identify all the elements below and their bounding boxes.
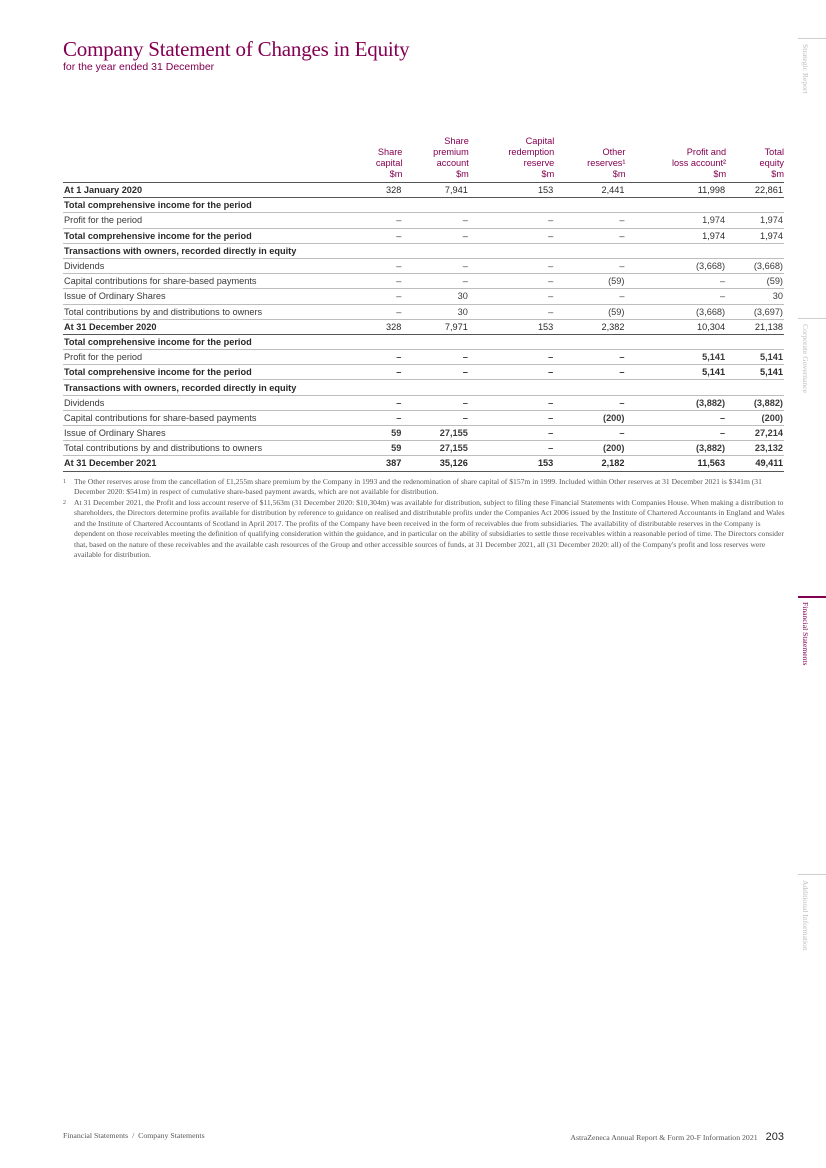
row-label: Total comprehensive income for the period [63,198,353,213]
table-cell: 153 [469,183,554,198]
table-cell: – [469,350,554,365]
table-cell: – [554,213,625,228]
table-cell: 49,411 [726,456,784,471]
side-tab-label: Strategic Report [801,44,810,94]
table-row [63,456,784,471]
table-cell: – [402,258,468,273]
table-row [63,304,784,319]
table-cell: – [353,274,402,289]
table-cell [625,243,726,258]
column-header-line: $m [713,169,727,179]
table-row [63,365,784,380]
table-header-row [63,136,784,183]
row-label: Total comprehensive income for the period [63,228,353,243]
table-cell: – [469,410,554,425]
table-cell: 11,998 [625,183,726,198]
table-row [63,289,784,304]
table-cell: 5,141 [625,350,726,365]
table-cell: 7,941 [402,183,468,198]
footnote-1-text: The Other reserves arose from the cancellation of £1,255m share premium by the Company in 1993 and the redenomination of share capital of $157m in 1999. Included within Other reserves at 31 December 2021 is $341m (31 December 2020: $541m) in respect of cumulative share-based payment awards, which are not available for distribution. [74,477,762,497]
table-cell [469,243,554,258]
table-cell: – [469,228,554,243]
side-tab-divider [798,38,826,39]
table-cell: – [469,395,554,410]
table-cell: (200) [554,441,625,456]
table-cell: (59) [554,274,625,289]
table-row [63,350,784,365]
column-header-line: Other [602,147,626,157]
table-cell: – [353,213,402,228]
table-cell: – [402,410,468,425]
side-tab-label: Additional Information [801,880,810,951]
table-cell: – [402,228,468,243]
table-cell [554,198,625,213]
table-cell: – [353,410,402,425]
row-label: Dividends [63,395,353,410]
table-cell [402,334,468,349]
column-header-line: Profit and [686,147,727,157]
table-cell: – [353,289,402,304]
column-header-share-capital [353,136,402,183]
table-row [63,319,784,334]
table-cell: (3,668) [625,258,726,273]
table-cell: 59 [353,441,402,456]
row-label: At 31 December 2020 [63,319,353,334]
side-tab-divider [798,318,826,319]
table-cell [402,198,468,213]
row-label: Issue of Ordinary Shares [63,289,353,304]
column-header-line: $m [612,169,626,179]
column-header-line: premium [433,147,469,157]
table-cell: – [554,258,625,273]
table-cell: 35,126 [402,456,468,471]
table-cell: – [469,213,554,228]
table-cell [469,380,554,395]
side-tab-label: Financial Statements [801,602,810,666]
column-header-line: equity [759,158,784,168]
table-cell: – [625,410,726,425]
table-cell: – [402,274,468,289]
column-header-line: $m [456,169,469,179]
footnote-2-number: 2 [63,500,66,506]
table-cell: 5,141 [726,350,784,365]
column-header-profit-loss [625,136,726,183]
table-cell: (3,882) [625,441,726,456]
row-label: Transactions with owners, recorded directly in equity [63,243,353,258]
table-cell: 7,971 [402,319,468,334]
column-header-share-premium [402,136,468,183]
table-cell: 328 [353,183,402,198]
table-cell: (3,668) [625,304,726,319]
table-row [63,183,784,198]
table-cell [402,243,468,258]
table-cell: 27,155 [402,426,468,441]
row-label: At 31 December 2021 [63,456,353,471]
table-row [63,243,784,258]
table-cell [554,243,625,258]
table-cell: – [353,350,402,365]
row-label: Profit for the period [63,350,353,365]
table-cell [625,334,726,349]
footnote-2 [63,498,785,560]
table-cell: 30 [402,304,468,319]
table-cell: 30 [726,289,784,304]
row-label: Total comprehensive income for the period [63,365,353,380]
row-label: Dividends [63,258,353,273]
table-cell: – [625,289,726,304]
side-tab-label: Corporate Governance [801,324,810,393]
table-row [63,395,784,410]
table-cell: – [402,350,468,365]
table-cell [726,334,784,349]
table-cell: – [469,274,554,289]
column-header-line: Total [764,147,784,157]
row-label: At 1 January 2020 [63,183,353,198]
page-title: Company Statement of Changes in Equity [63,37,410,61]
table-row [63,274,784,289]
side-tab-divider [798,874,826,875]
table-cell: (59) [554,304,625,319]
table-cell: – [402,395,468,410]
table-cell: – [469,258,554,273]
table-cell: – [353,258,402,273]
footnote-2-text: At 31 December 2021, the Profit and loss account reserve of $11,563m (31 December 2020: $10,304m) was available for distribution, subject to filing these Financial Statements with Companies House. When making a distribution to shareholders, the Directors determine profits available for distribution by reference to guidance on realised and distributable profits under the Companies Act 2006 issued by the Institute of Chartered Accountants in England and Wales and the Institute of Chartered Accountants of Scotland in April 2017. The profits of the Company have been received in the form of receivables due from subsidiaries. The availability of distributable reserves in the Company is dependent on those receivables meeting the definition of qualifying consideration within the guidance, and in particular on the ability of subsidiaries to settle those receivables within a reasonable period of time. The Directors consider that, based on the nature of these receivables and the available cash resources of the Group and other accessible sources of funds, at 31 December 2021, all (31 December 2020: all) of the Company's profit and loss reserves were available for distribution. [74,498,785,560]
row-label: Total contributions by and distributions to owners [63,441,353,456]
table-cell: – [469,441,554,456]
row-label: Profit for the period [63,213,353,228]
table-cell [469,198,554,213]
column-header-total-equity [726,136,784,183]
column-header-other-reserves [554,136,625,183]
table-cell [554,380,625,395]
table-cell: (200) [726,410,784,425]
table-row [63,198,784,213]
table-cell: – [469,304,554,319]
page-subtitle: for the year ended 31 December [63,61,215,73]
table-cell: – [554,350,625,365]
table-cell: – [402,213,468,228]
table-cell: 10,304 [625,319,726,334]
table-cell: – [554,228,625,243]
table-cell: – [554,395,625,410]
footnote-1 [63,477,785,498]
table-cell: (200) [554,410,625,425]
table-cell: 387 [353,456,402,471]
table-cell: 30 [402,289,468,304]
footer-breadcrumb: Financial Statements / Company Statements [63,1131,205,1140]
table-cell: – [469,289,554,304]
page-number: 203 [765,1131,784,1143]
row-label: Total comprehensive income for the period [63,334,353,349]
column-header-line: loss account² [671,158,727,168]
table-cell [625,380,726,395]
table-cell: 1,974 [625,228,726,243]
column-header-line: Capital [525,136,555,146]
table-cell: 59 [353,426,402,441]
table-cell [726,380,784,395]
table-row [63,334,784,349]
table-cell [402,380,468,395]
column-header-line: Share [377,147,403,157]
table-cell: – [353,304,402,319]
table-cell: – [402,365,468,380]
table-cell: – [353,365,402,380]
table-row [63,228,784,243]
column-header-line: reserve [523,158,555,168]
table-cell: – [554,289,625,304]
table-cell: – [625,274,726,289]
table-cell: 328 [353,319,402,334]
footer-publication-title: AstraZeneca Annual Report & Form 20-F Information 2021 [570,1133,758,1142]
table-cell: (3,697) [726,304,784,319]
table-cell: 23,132 [726,441,784,456]
table-cell [469,334,554,349]
table-body [63,183,784,472]
column-header-line: capital [375,158,403,168]
row-label: Total contributions by and distributions to owners [63,304,353,319]
footer-publication [570,1131,784,1143]
table-cell [726,198,784,213]
table-cell [625,198,726,213]
table-cell [353,334,402,349]
table-cell [554,334,625,349]
table-cell: (3,882) [726,395,784,410]
row-label: Capital contributions for share-based payments [63,274,353,289]
column-header-line: account [436,158,469,168]
table-row [63,426,784,441]
side-tab-divider [798,596,826,598]
table-cell [353,243,402,258]
table-cell: 153 [469,319,554,334]
column-header-line: $m [771,169,784,179]
table-cell [353,380,402,395]
table-cell: 27,214 [726,426,784,441]
table-cell: 5,141 [726,365,784,380]
label-column-header [63,136,353,183]
column-header-line: redemption [508,147,555,157]
table-cell: 2,382 [554,319,625,334]
table-cell: (59) [726,274,784,289]
table-cell: – [554,365,625,380]
table-cell: – [353,228,402,243]
table-cell: 27,155 [402,441,468,456]
footnote-1-number: 1 [63,479,66,485]
table-cell: 153 [469,456,554,471]
table-row [63,258,784,273]
table-cell: – [625,426,726,441]
table-cell: 2,182 [554,456,625,471]
row-label: Transactions with owners, recorded directly in equity [63,380,353,395]
column-header-line: reserves¹ [587,158,626,168]
table-cell [353,198,402,213]
table-cell: 21,138 [726,319,784,334]
table-cell: (3,882) [625,395,726,410]
table-cell: 22,861 [726,183,784,198]
table-cell: 11,563 [625,456,726,471]
table-cell: 1,974 [726,213,784,228]
table-cell [726,243,784,258]
table-row [63,213,784,228]
table-cell: (3,668) [726,258,784,273]
equity-table [63,136,784,472]
table-cell: – [469,365,554,380]
table-row [63,410,784,425]
table-row [63,380,784,395]
table-row [63,441,784,456]
table-cell: – [469,426,554,441]
column-header-capital-redemption [469,136,554,183]
table-cell: 5,141 [625,365,726,380]
column-header-line: $m [541,169,555,179]
table-cell: – [554,426,625,441]
row-label: Issue of Ordinary Shares [63,426,353,441]
column-header-line: Share [444,136,469,146]
row-label: Capital contributions for share-based payments [63,410,353,425]
column-header-line: $m [389,169,403,179]
table-cell: – [353,395,402,410]
table-cell: 1,974 [625,213,726,228]
table-cell: 2,441 [554,183,625,198]
table-cell: 1,974 [726,228,784,243]
